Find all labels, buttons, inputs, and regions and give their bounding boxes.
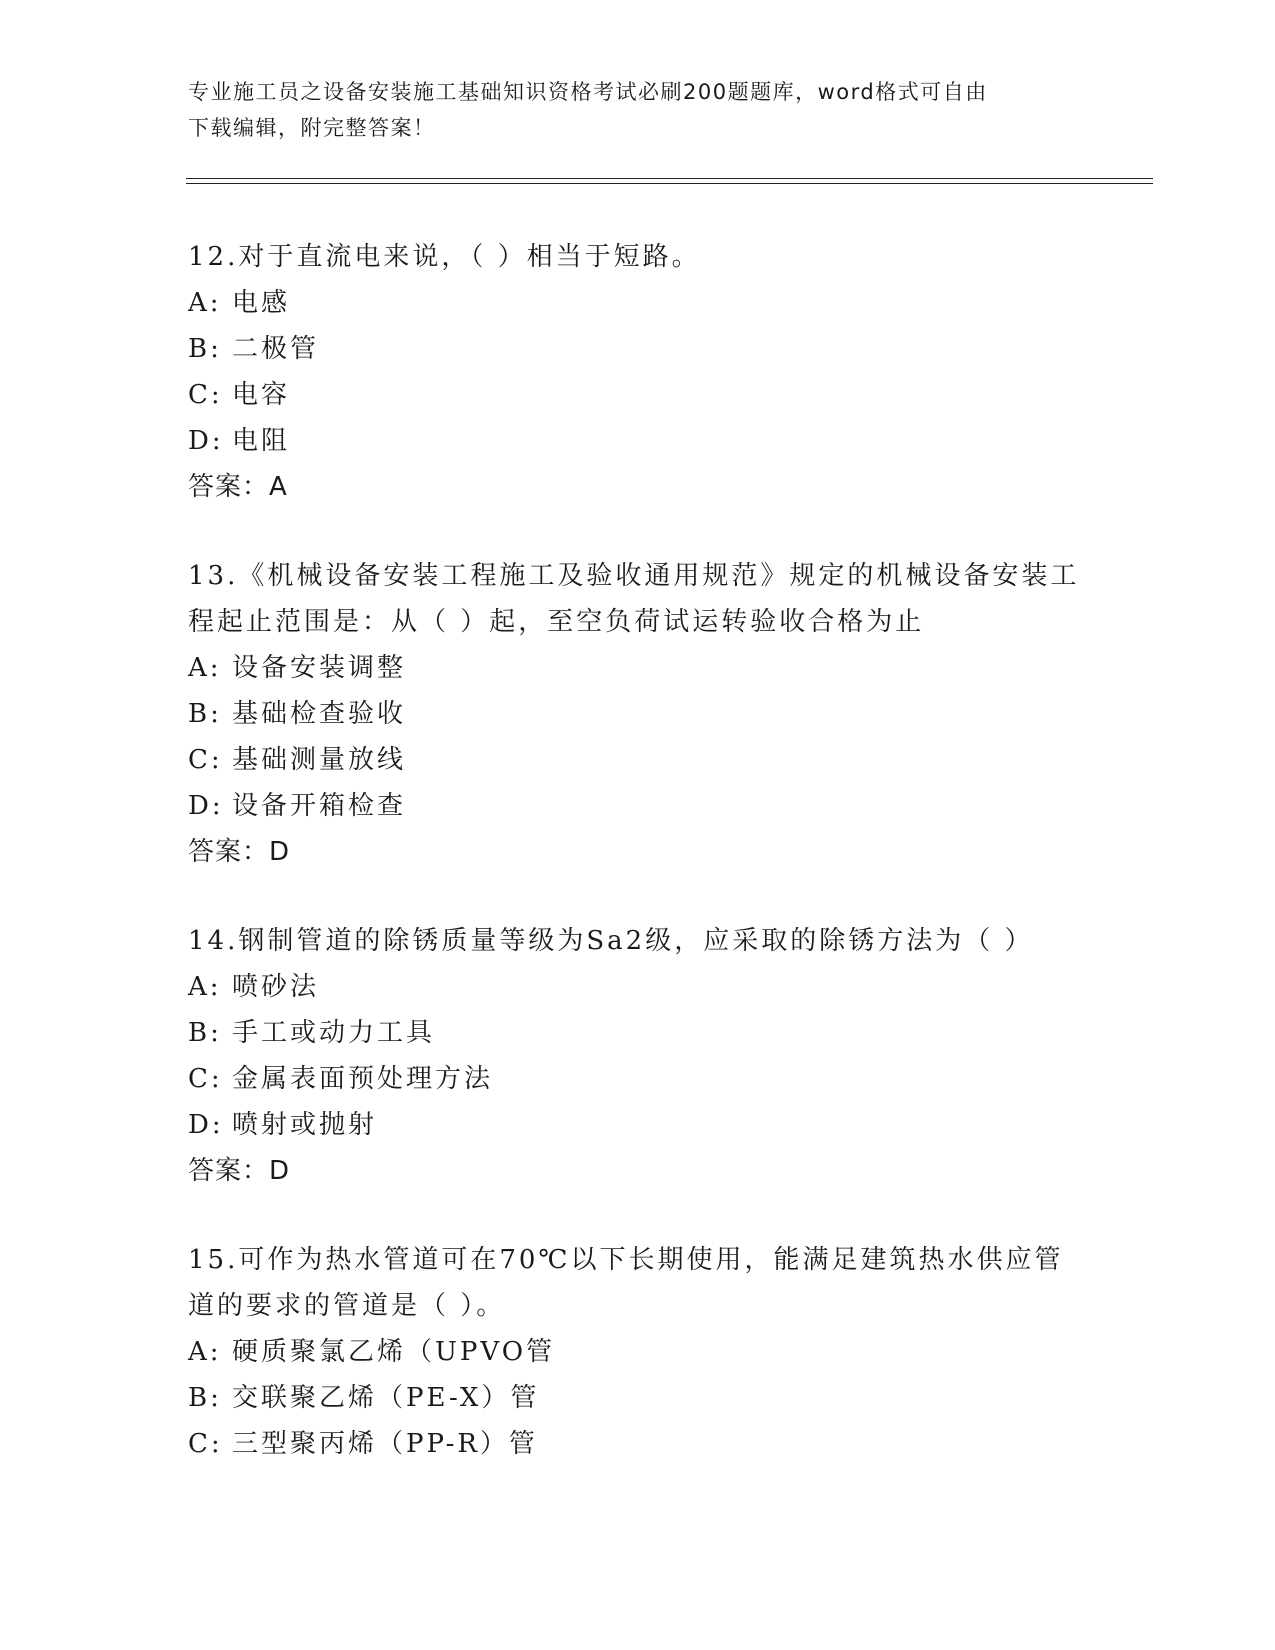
option-letter: C: [188, 1429, 223, 1459]
option-b [188, 691, 1088, 737]
header-divider-bottom [186, 183, 1153, 184]
answer-line: 答案：D [188, 837, 291, 867]
option-a [188, 645, 1088, 691]
option-text: 电容 [232, 380, 291, 410]
question-list [188, 234, 1088, 1510]
option-letter: D: [188, 426, 224, 456]
option-d [188, 418, 1088, 464]
document-header [188, 74, 1088, 146]
option-b [188, 1010, 1088, 1056]
question-stem: 12.对于直流电来说，（ ）相当于短路。 [188, 242, 701, 272]
option-text: 喷砂法 [232, 972, 320, 1002]
option-letter: D: [188, 1110, 224, 1140]
option-text: 二极管 [232, 334, 320, 364]
question-12 [188, 234, 1088, 510]
option-letter: A: [188, 653, 222, 683]
option-c [188, 1056, 1088, 1102]
answer-line: 答案：D [188, 1156, 291, 1186]
option-d [188, 1102, 1088, 1148]
option-letter: A: [188, 1337, 222, 1367]
question-14 [188, 918, 1088, 1194]
question-13 [188, 553, 1088, 875]
option-text: 基础测量放线 [232, 745, 407, 775]
option-letter: B: [188, 1383, 222, 1413]
question-stem: 14.钢制管道的除锈质量等级为Sa2级，应采取的除锈方法为（ ） [188, 926, 1034, 956]
question-stem: 15.可作为热水管道可在70℃以下长期使用，能满足建筑热水供应管道的要求的管道是（ ）。 [188, 1245, 1064, 1321]
option-c [188, 737, 1088, 783]
header-line-2: 下载编辑，附完整答案！ [188, 116, 436, 140]
option-text: 设备安装调整 [232, 653, 407, 683]
question-stem: 13.《机械设备安装工程施工及验收通用规范》规定的机械设备安装工程起止范围是：从（ ）起，至空负荷试运转验收合格为止 [188, 561, 1080, 637]
option-text: 电感 [232, 288, 291, 318]
option-letter: B: [188, 699, 222, 729]
option-a [188, 280, 1088, 326]
option-text: 基础检查验收 [232, 699, 407, 729]
option-text: 设备开箱检查 [232, 791, 407, 821]
question-15 [188, 1237, 1088, 1467]
option-letter: C: [188, 1064, 223, 1094]
option-text: 手工或动力工具 [232, 1018, 436, 1048]
option-c [188, 372, 1088, 418]
option-text: 交联聚乙烯（PE-X）管 [232, 1383, 540, 1413]
option-text: 喷射或抛射 [232, 1110, 378, 1140]
option-letter: C: [188, 745, 223, 775]
option-text: 电阻 [232, 426, 291, 456]
header-line-1: 专业施工员之设备安装施工基础知识资格考试必刷200题题库，word格式可自由 [188, 80, 988, 104]
header-divider-top [186, 178, 1153, 179]
option-text: 三型聚丙烯（PP-R）管 [232, 1429, 538, 1459]
option-d [188, 783, 1088, 829]
answer-line: 答案：A [188, 472, 288, 502]
option-letter: B: [188, 1018, 222, 1048]
option-c [188, 1421, 1088, 1467]
option-letter: A: [188, 288, 222, 318]
option-letter: B: [188, 334, 222, 364]
option-b [188, 1375, 1088, 1421]
option-text: 金属表面预处理方法 [232, 1064, 494, 1094]
option-text: 硬质聚氯乙烯（UPVO管 [232, 1337, 556, 1367]
option-a [188, 964, 1088, 1010]
option-letter: D: [188, 791, 224, 821]
option-letter: A: [188, 972, 222, 1002]
option-b [188, 326, 1088, 372]
option-a [188, 1329, 1088, 1375]
option-letter: C: [188, 380, 223, 410]
